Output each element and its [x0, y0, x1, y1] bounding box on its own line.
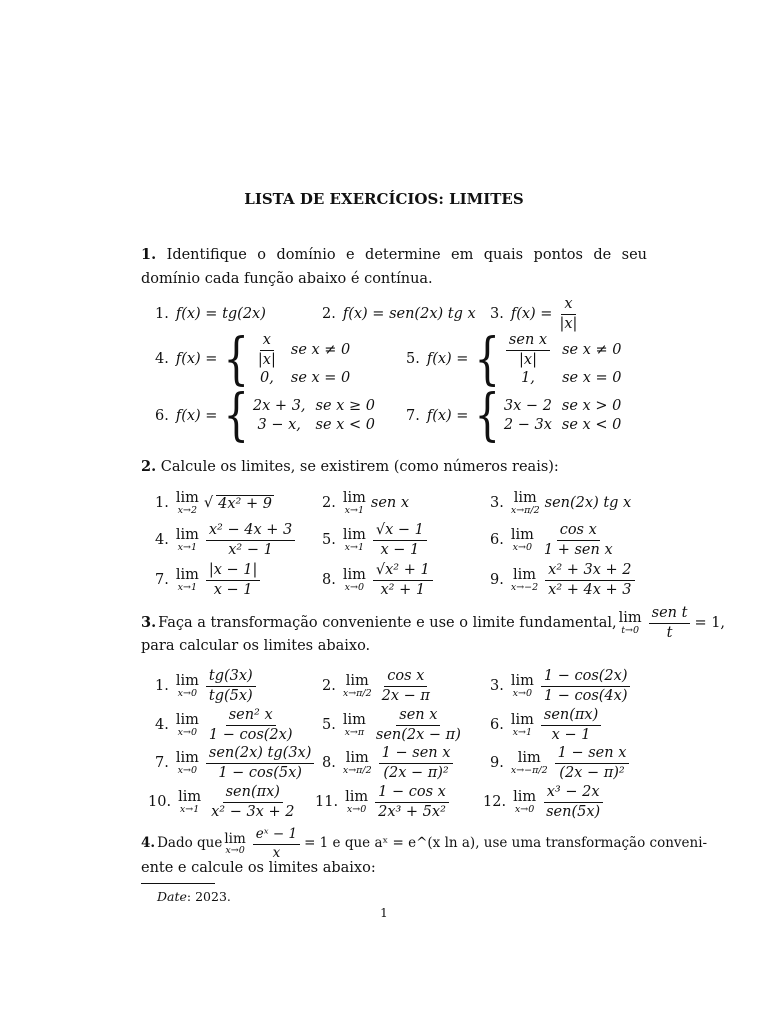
- piecewise-definition: { $\frac{x}{|x|}$ se x ≠ 0 0, se x = 0: [223, 327, 351, 392]
- question-4-statement: 4. Dado que lim x→0 $\frac{\text{eˣ − 1}}{x}$ = 1 e que aˣ = e^(x ln a), use uma transformação conveni-: [141, 826, 708, 861]
- question-1-statement: [141, 243, 647, 291]
- q3-item-12: 12. lim x→0 $\frac{\text{x³ − 2x}}{\text{sen(5x)}}$: [483, 784, 605, 820]
- q3-item-6: 6. lim x→1 $\frac{\text{sen(πx)}}{x - 1}$: [490, 707, 603, 743]
- page-title: LISTA DE EXERCÍCIOS: LIMITES: [244, 190, 524, 208]
- question-3-statement: 3. Faça a transformação conveniente e use o limite fundamental, lim t→0 $\frac{\text{sen t}}{t}$ = 1,: [141, 605, 726, 641]
- question-2-statement: [141, 455, 647, 479]
- q2-item-3: 3. lim x→π/2 sen(2x) tg x: [490, 490, 632, 517]
- question-number: 3.: [141, 613, 157, 631]
- q3-item-7: 7. lim x→0 $\frac{\text{sen(2x) tg(3x)}}{1 - \cos(5x)}$: [155, 745, 316, 781]
- question-number: 2.: [141, 458, 157, 475]
- piecewise-definition: { $\frac{\text{sen x}}{|x|}$ se x ≠ 0 1, se x = 0: [474, 327, 622, 392]
- question-4-continuation: ente e calcule os limites abaixo:: [141, 860, 376, 876]
- q2-item-1: 1. lim x→2 √ 4x² + 9: [155, 490, 272, 517]
- q3-item-11: 11. lim x→0 $\frac{\text{1 − cos x}}{\text{2x³ + 5x²}}$: [315, 784, 451, 820]
- q1-item-3: 3. f(x) = $\frac{x}{|x|}$: [490, 296, 582, 332]
- footnote-rule: [141, 883, 215, 884]
- q2-item-2: 2. lim x→1 sen x: [322, 490, 410, 517]
- q3-item-8: 8. lim x→π/2 $\frac{\text{1 − sen x}}{\text{(2x − π)²}}$: [322, 745, 455, 781]
- page-number: 1: [380, 906, 388, 920]
- q3-item-2: 2. lim x→π/2 $\frac{\text{cos x}}{2x - \pi}$: [322, 668, 430, 704]
- q3-item-4: 4. lim x→0 $\frac{\text{sen² x}}{1 - \cos(2x)}$: [155, 707, 293, 743]
- piecewise-definition: { 3x − 2 se x > 0 2 − 3x se x < 0: [474, 383, 622, 449]
- q3-item-10: 10. lim x→1 $\frac{\text{sen(πx)}}{\text{x² − 3x + 2}}$: [148, 784, 295, 820]
- q1-item-4: 4. f(x) = { $\frac{x}{|x|}$ se x ≠ 0 0, se x = 0: [155, 327, 351, 392]
- question-number: 4.: [141, 835, 156, 852]
- q2-item-4: 4. lim x→1 $\frac{\text{x² − 4x + 3}}{\text{x² − 1}}$: [155, 522, 297, 558]
- q3-item-3: 3. lim x→0 $\frac{1 - \cos(2x)}{1 - \cos(4x)}$: [490, 668, 632, 704]
- q2-item-9: 9. lim x→−2 $\frac{\text{x² + 3x + 2}}{\text{x² + 4x + 3}}$: [490, 562, 637, 598]
- q1-item-7: 7. f(x) = { 3x − 2 se x > 0 2 − 3x se x < 0: [406, 383, 622, 449]
- question-text: Identifique o domínio e determine em quais pontos de seu domínio cada função abaixo é contínua.: [141, 247, 648, 287]
- q2-item-8: 8. lim x→0 $\frac{\text{√x² + 1}}{\text{x² + 1}}$: [322, 562, 435, 598]
- question-text: Calcule os limites, se existirem (como números reais):: [160, 459, 559, 475]
- piecewise-definition: { 2x + 3, se x ≥ 0 3 − x, se x < 0: [223, 383, 375, 449]
- q1-item-1: 1. f(x) = tg(2x): [155, 306, 266, 322]
- q1-item-5: 5. f(x) = { $\frac{\text{sen x}}{|x|}$ se x ≠ 0 1, se x = 0: [406, 327, 622, 392]
- q3-item-5: 5. lim x→π $\frac{\text{sen x}}{\text{sen(2x − π)}}$: [322, 707, 461, 743]
- q2-item-6: 6. lim x→0 $\frac{\text{cos x}}{\text{1 + sen x}}$: [490, 522, 613, 558]
- q1-item-6: 6. f(x) = { 2x + 3, se x ≥ 0 3 − x, se x < 0: [155, 383, 375, 449]
- q3-item-1: 1. lim x→0 $\frac{tg(3x)}{tg(5x)}$: [155, 668, 258, 704]
- question-3-continuation: para calcular os limites abaixo.: [141, 638, 371, 654]
- fraction: $\frac{x}{|x|}$: [559, 296, 578, 332]
- question-number: 1.: [141, 246, 157, 263]
- q3-item-9: 9. lim x→−π/2 $\frac{\text{1 − sen x}}{\text{(2x − π)²}}$: [490, 745, 631, 781]
- footnote-date: Date: 2023.: [157, 889, 231, 904]
- q2-item-7: 7. lim x→1 $\frac{|x - 1|}{x - 1}$: [155, 562, 262, 598]
- q2-item-5: 5. lim x→1 $\frac{√x - 1}{x - 1}$: [322, 522, 429, 558]
- q1-item-2: 2. f(x) = sen(2x) tg x: [322, 306, 476, 322]
